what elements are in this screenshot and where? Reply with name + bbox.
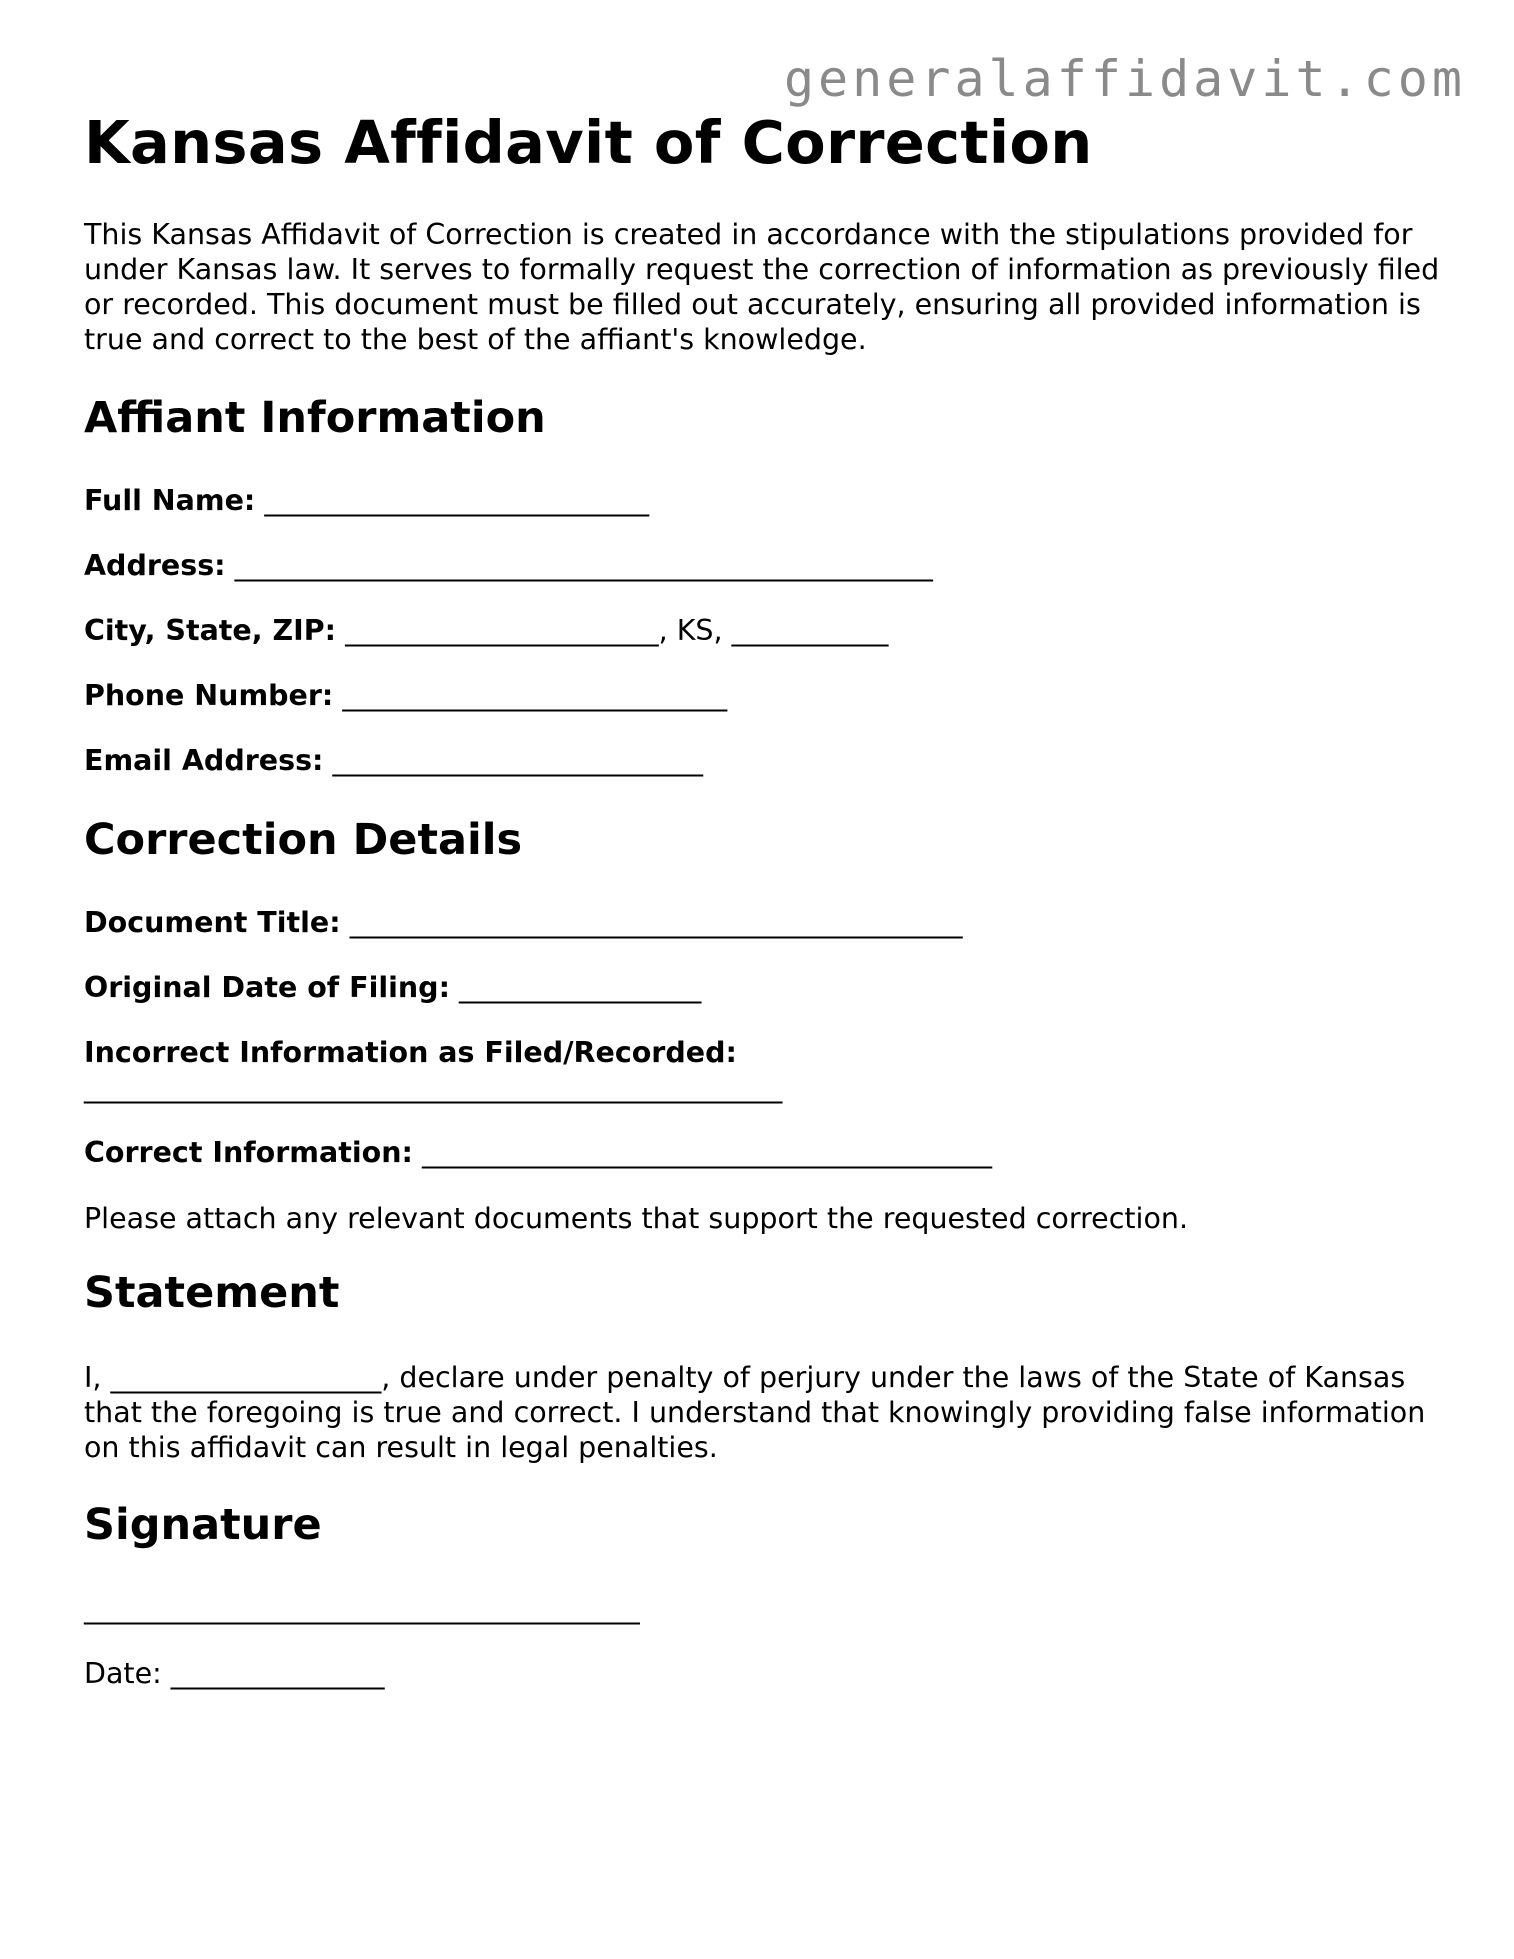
statement-heading: Statement (84, 1268, 340, 1318)
incorrect-info-blank[interactable]: _________________________________________________ (84, 1071, 783, 1104)
full-name-blank[interactable]: ___________________________ (264, 484, 650, 517)
date-blank[interactable]: _______________ (170, 1657, 385, 1690)
attach-note: Please attach any relevant documents that support the requested correction. (84, 1202, 1189, 1235)
full-name-label: Full Name: (84, 484, 256, 517)
correct-info-blank[interactable]: ________________________________________ (421, 1136, 992, 1169)
original-date-blank[interactable]: _________________ (459, 971, 702, 1004)
full-name-field[interactable] (84, 484, 649, 517)
email-blank[interactable]: __________________________ (332, 744, 703, 777)
original-date-label: Original Date of Filing: (84, 971, 450, 1004)
signature-heading: Signature (84, 1500, 322, 1550)
date-field[interactable] (84, 1657, 385, 1690)
affiant-heading: Affiant Information (84, 393, 546, 443)
city-state-zip-blank[interactable]: ______________________, KS, ___________ (345, 614, 889, 647)
document-title-label: Document Title: (84, 906, 341, 939)
phone-field[interactable] (84, 679, 727, 712)
document-title-field[interactable] (84, 906, 962, 939)
date-label: Date: (84, 1657, 162, 1690)
signature-line[interactable] (84, 1592, 640, 1625)
document-title: Kansas Affidavit of Correction (84, 108, 1093, 177)
watermark: generalaffidavit.com (783, 50, 1466, 108)
correct-info-field[interactable] (84, 1136, 992, 1169)
incorrect-info-field[interactable] (84, 1071, 782, 1104)
incorrect-info-label: Incorrect Information as Filed/Recorded: (84, 1036, 737, 1069)
correction-heading: Correction Details (84, 815, 523, 865)
address-field[interactable] (84, 549, 933, 582)
city-state-zip-field[interactable] (84, 614, 888, 647)
city-state-zip-label: City, State, ZIP: (84, 614, 337, 647)
phone-label: Phone Number: (84, 679, 334, 712)
signature-blank[interactable]: _______________________________________ (84, 1592, 640, 1625)
address-label: Address: (84, 549, 226, 582)
incorrect-info-label-line (84, 1036, 737, 1069)
original-date-field[interactable] (84, 971, 701, 1004)
phone-blank[interactable]: ___________________________ (342, 679, 728, 712)
intro-paragraph: This Kansas Affidavit of Correction is created in accordance with the stipulations provided for under Kansas law. It serves to formally request the correction of information as previously filed or recorded. This document must be filled out accurately, ensuring all provided information is true and correct to the best of the affiant's knowledge. (84, 218, 1440, 356)
email-label: Email Address: (84, 744, 324, 777)
statement-text: I, ___________________, declare under penalty of perjury under the laws of the State of Kansas that the foregoing is true and correct. I understand that knowingly providing false information on this affidavit can result in legal penalties. (84, 1361, 1426, 1464)
correct-info-label: Correct Information: (84, 1136, 413, 1169)
address-blank[interactable]: _________________________________________________ (234, 549, 933, 582)
document-title-blank[interactable]: ___________________________________________ (349, 906, 963, 939)
email-field[interactable] (84, 744, 703, 777)
